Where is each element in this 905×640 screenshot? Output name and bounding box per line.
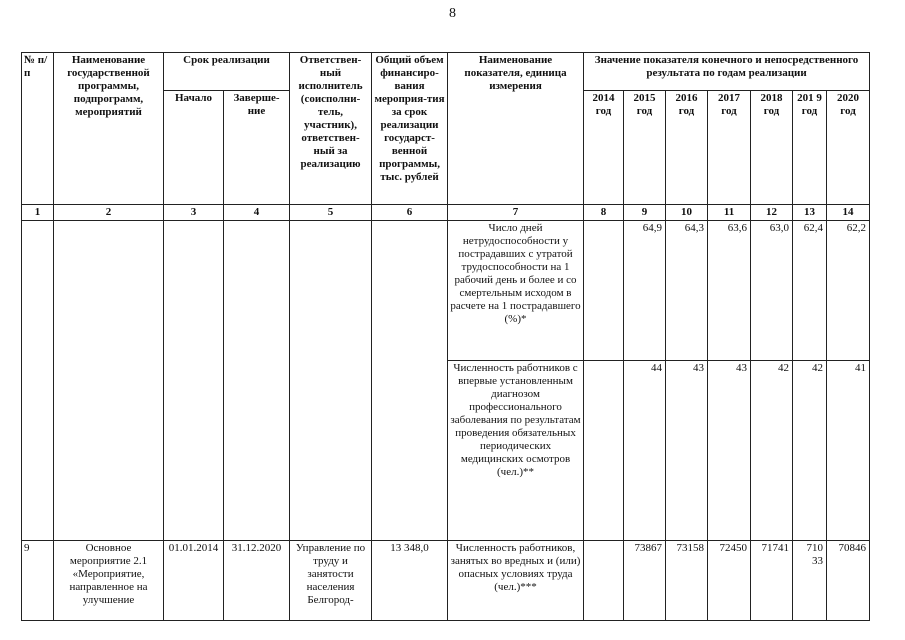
- header-year-2014: 2014 год: [584, 91, 624, 205]
- page-number: 8: [449, 6, 456, 21]
- header-values: Значение показателя конечного и непосредственного результата по годам реализации: [584, 53, 870, 91]
- row-value-2019: 42: [793, 361, 827, 541]
- colnum-9: 9: [624, 205, 666, 221]
- row-end: 31.12.2020: [224, 541, 290, 621]
- header-name: Наименование государственной программы, подпрограмм, мероприятий: [54, 53, 164, 205]
- row-value-2020: 70846: [827, 541, 870, 621]
- row-value-2018: 63,0: [751, 221, 793, 361]
- colnum-14: 14: [827, 205, 870, 221]
- row-indicator: Численность работников, занятых во вредных и (или) опасных условиях труда (чел.)***: [448, 541, 584, 621]
- row-value-2016: 64,3: [666, 221, 708, 361]
- colnum-12: 12: [751, 205, 793, 221]
- row-start: 01.01.2014: [164, 541, 224, 621]
- header-start: Начало: [164, 91, 224, 205]
- row-value-2019: 62,4: [793, 221, 827, 361]
- row-name: Основное мероприятие 2.1 «Мероприятие, направленное на улучшение: [54, 541, 164, 621]
- header-funding: Общий объем финансиро-вания мероприя-тия за срок реализации государст-венной программы, тыс. рублей: [372, 53, 448, 205]
- header-year-2018: 2018 год: [751, 91, 793, 205]
- header-period: Срок реализации: [164, 53, 290, 91]
- colnum-13: 13: [793, 205, 827, 221]
- colnum-2: 2: [54, 205, 164, 221]
- row-responsible: Управление по труду и занятости населения Белгород-: [290, 541, 372, 621]
- header-num: № п/п: [22, 53, 54, 205]
- header-end: Заверше-ние: [224, 91, 290, 205]
- colnum-7: 7: [448, 205, 584, 221]
- row-start: [164, 221, 224, 541]
- colnum-3: 3: [164, 205, 224, 221]
- table-row: [22, 221, 870, 361]
- row-value-2017: 43: [708, 361, 751, 541]
- table-row: [22, 541, 870, 621]
- row-value-2020: 62,2: [827, 221, 870, 361]
- row-value-2017: 63,6: [708, 221, 751, 361]
- row-value-2018: 42: [751, 361, 793, 541]
- colnum-11: 11: [708, 205, 751, 221]
- colnum-10: 10: [666, 205, 708, 221]
- row-value-2015: 44: [624, 361, 666, 541]
- row-funding: [372, 221, 448, 541]
- row-value-2016: 73158: [666, 541, 708, 621]
- colnum-4: 4: [224, 205, 290, 221]
- row-indicator: Численность работников с впервые установленным диагнозом профессионального заболевания по результатам проведения обязательных периодических медицинских осмотров (чел.)**: [448, 361, 584, 541]
- header-year-2019: 201 9 год: [793, 91, 827, 205]
- row-value-2016: 43: [666, 361, 708, 541]
- row-num: 9: [22, 541, 54, 621]
- row-value-2014: [584, 541, 624, 621]
- header-year-2015: 2015 год: [624, 91, 666, 205]
- row-responsible: [290, 221, 372, 541]
- header-year-2020: 2020 год: [827, 91, 870, 205]
- colnum-8: 8: [584, 205, 624, 221]
- row-value-2015: 73867: [624, 541, 666, 621]
- program-table: [21, 52, 870, 621]
- header-year-2016: 2016 год: [666, 91, 708, 205]
- colnum-5: 5: [290, 205, 372, 221]
- header-indicator: Наименование показателя, единица измерения: [448, 53, 584, 205]
- row-value-2014: [584, 361, 624, 541]
- colnum-6: 6: [372, 205, 448, 221]
- row-value-2018: 71741: [751, 541, 793, 621]
- row-value-2020: 41: [827, 361, 870, 541]
- row-value-2019: 710 33: [793, 541, 827, 621]
- row-name: [54, 221, 164, 541]
- row-end: [224, 221, 290, 541]
- row-value-2014: [584, 221, 624, 361]
- row-value-2015: 64,9: [624, 221, 666, 361]
- colnum-1: 1: [22, 205, 54, 221]
- row-funding: 13 348,0: [372, 541, 448, 621]
- row-value-2017: 72450: [708, 541, 751, 621]
- row-indicator: Число дней нетрудоспособности у пострадавших с утратой трудоспособности на 1 рабочий день и более и со смертельным исходом в расчете на 1 пострадавшего (%)*: [448, 221, 584, 361]
- row-num: [22, 221, 54, 541]
- header-year-2017: 2017 год: [708, 91, 751, 205]
- header-responsible: Ответствен-ный исполнитель (соисполни-тель, участник), ответствен-ный за реализацию: [290, 53, 372, 205]
